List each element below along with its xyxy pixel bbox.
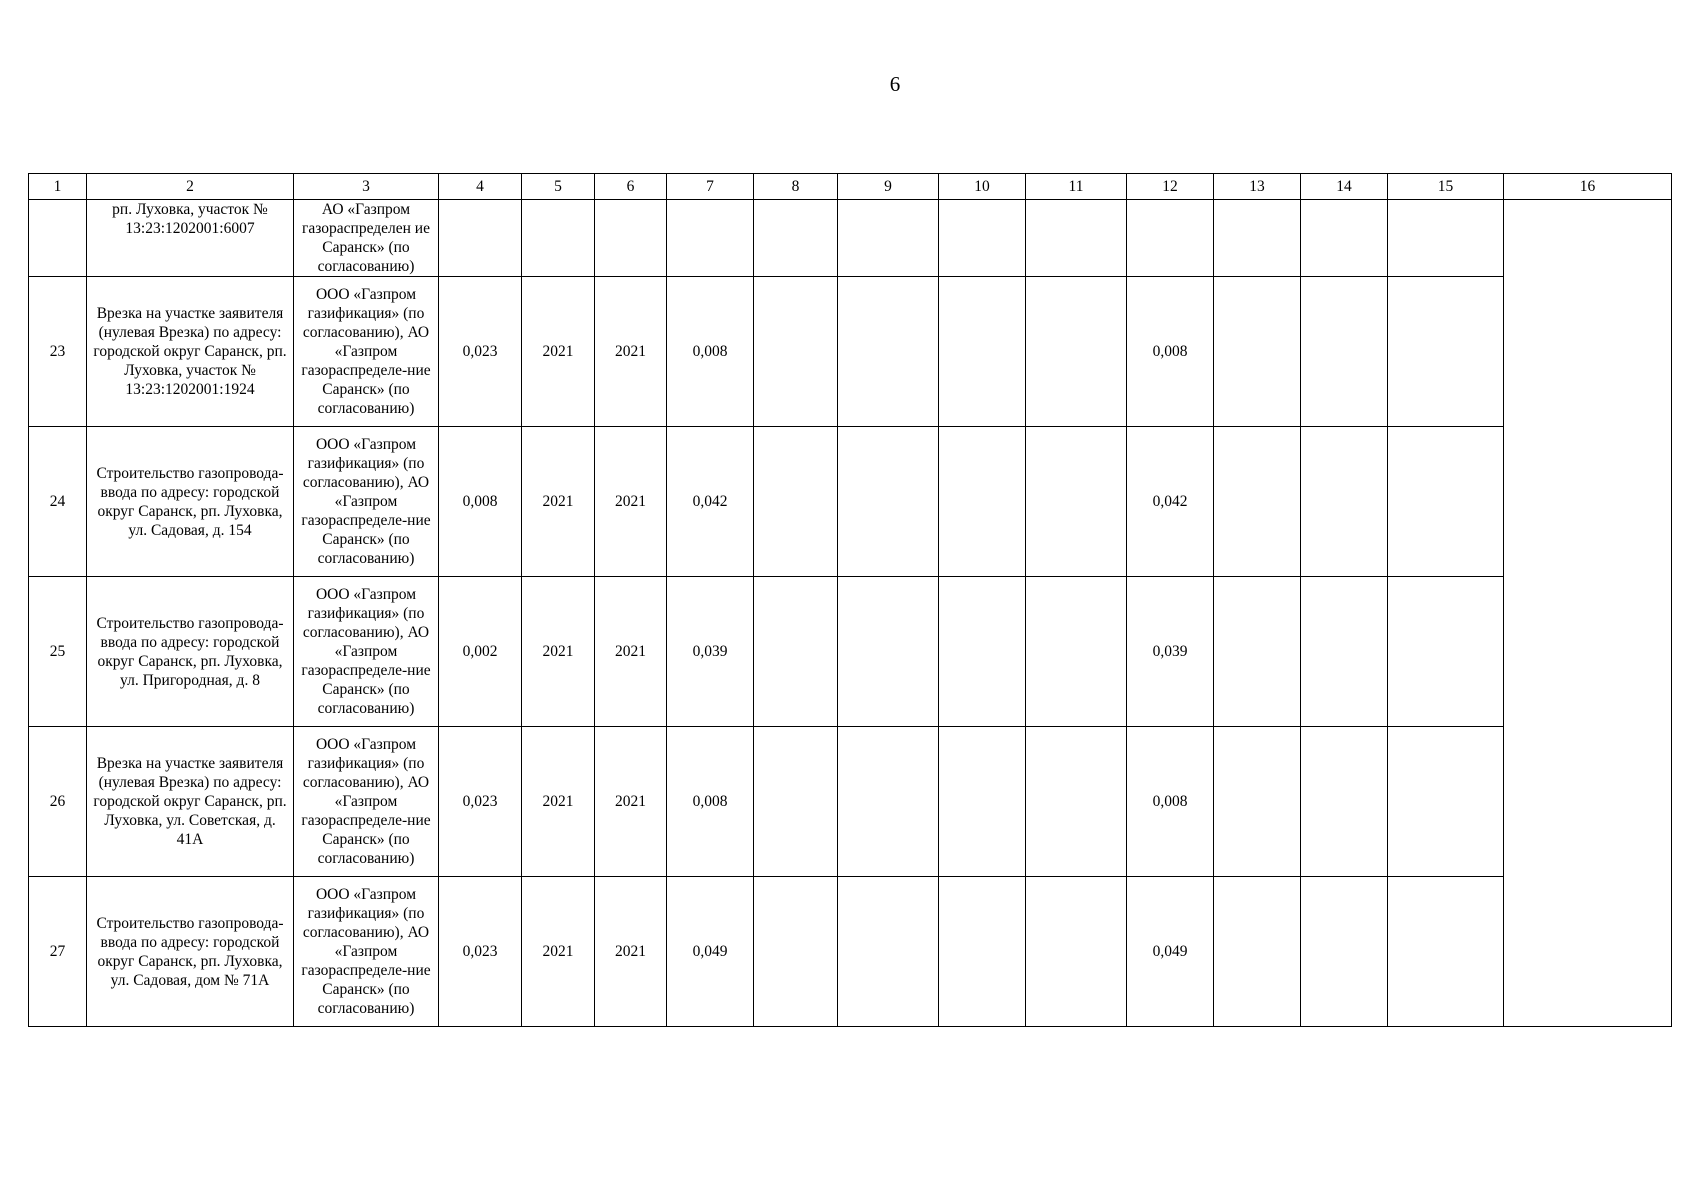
value-cell: 0,008 xyxy=(667,277,754,427)
empty-cell xyxy=(754,277,838,427)
executor-cell: ООО «Газпром газификация» (по согласованию), АО «Газпром газораспределе-ние Саранск» (по согласованию) xyxy=(294,877,439,1027)
empty-cell xyxy=(1026,877,1127,1027)
empty-cell xyxy=(754,727,838,877)
value-cell: 0,002 xyxy=(439,577,522,727)
empty-cell xyxy=(838,877,939,1027)
executor-cell: ООО «Газпром газификация» (по согласованию), АО «Газпром газораспределе-ние Саранск» (по согласованию) xyxy=(294,277,439,427)
column-16-merged-cell xyxy=(1504,200,1672,1027)
table-row xyxy=(29,277,1672,427)
column-header: 5 xyxy=(522,174,595,200)
executor-cell: АО «Газпром газораспределен ие Саранск» (по согласованию) xyxy=(294,200,439,277)
table-row xyxy=(29,200,1672,277)
value-cell: 0,023 xyxy=(439,727,522,877)
value-cell: 0,049 xyxy=(1127,877,1214,1027)
empty-cell xyxy=(1026,577,1127,727)
executor-cell: ООО «Газпром газификация» (по согласованию), АО «Газпром газораспределе-ние Саранск» (по согласованию) xyxy=(294,577,439,727)
investment-program-table xyxy=(28,173,1672,1027)
page-number: 6 xyxy=(889,72,901,96)
column-header: 9 xyxy=(838,174,939,200)
empty-cell xyxy=(1388,200,1504,277)
column-header: 4 xyxy=(439,174,522,200)
value-cell: 0,039 xyxy=(1127,577,1214,727)
empty-cell xyxy=(1127,200,1214,277)
description-cell: Врезка на участке заявителя (нулевая Врезка) по адресу: городской округ Саранск, рп. Луховка, ул. Советская, д. 41А xyxy=(87,727,294,877)
year-end-cell: 2021 xyxy=(595,277,667,427)
empty-cell xyxy=(1026,427,1127,577)
empty-cell xyxy=(1214,877,1301,1027)
row-number-cell: 23 xyxy=(29,277,87,427)
value-cell: 0,042 xyxy=(667,427,754,577)
column-header: 7 xyxy=(667,174,754,200)
empty-cell xyxy=(939,577,1026,727)
empty-cell xyxy=(754,427,838,577)
empty-cell xyxy=(1214,200,1301,277)
year-end-cell: 2021 xyxy=(595,727,667,877)
empty-cell xyxy=(1388,727,1504,877)
empty-cell xyxy=(939,427,1026,577)
value-cell: 0,008 xyxy=(1127,727,1214,877)
column-header: 10 xyxy=(939,174,1026,200)
row-number-cell: 25 xyxy=(29,577,87,727)
column-header: 11 xyxy=(1026,174,1127,200)
value-cell: 0,023 xyxy=(439,277,522,427)
empty-cell xyxy=(838,277,939,427)
value-cell: 0,023 xyxy=(439,877,522,1027)
empty-cell xyxy=(522,200,595,277)
description-cell: рп. Луховка, участок № 13:23:1202001:6007 xyxy=(87,200,294,277)
value-cell: 0,008 xyxy=(1127,277,1214,427)
value-cell: 0,039 xyxy=(667,577,754,727)
empty-cell xyxy=(1301,577,1388,727)
executor-cell: ООО «Газпром газификация» (по согласованию), АО «Газпром газораспределе-ние Саранск» (по согласованию) xyxy=(294,427,439,577)
description-cell: Строительство газопровода-ввода по адресу: городской округ Саранск, рп. Луховка, ул. Садовая, д. 154 xyxy=(87,427,294,577)
column-header: 6 xyxy=(595,174,667,200)
column-header: 3 xyxy=(294,174,439,200)
empty-cell xyxy=(754,877,838,1027)
row-number-cell: 24 xyxy=(29,427,87,577)
year-start-cell: 2021 xyxy=(522,727,595,877)
year-start-cell: 2021 xyxy=(522,277,595,427)
empty-cell xyxy=(1388,427,1504,577)
column-header: 12 xyxy=(1127,174,1214,200)
column-header: 8 xyxy=(754,174,838,200)
empty-cell xyxy=(1026,200,1127,277)
empty-cell xyxy=(939,727,1026,877)
column-header: 2 xyxy=(87,174,294,200)
empty-cell xyxy=(838,427,939,577)
empty-cell xyxy=(754,577,838,727)
empty-cell xyxy=(1301,877,1388,1027)
empty-cell xyxy=(939,877,1026,1027)
empty-cell xyxy=(754,200,838,277)
row-number-cell: 26 xyxy=(29,727,87,877)
column-header: 1 xyxy=(29,174,87,200)
empty-cell xyxy=(1214,427,1301,577)
empty-cell xyxy=(1026,277,1127,427)
executor-cell: ООО «Газпром газификация» (по согласованию), АО «Газпром газораспределе-ние Саранск» (по согласованию) xyxy=(294,727,439,877)
year-start-cell: 2021 xyxy=(522,427,595,577)
empty-cell xyxy=(1388,277,1504,427)
value-cell: 0,049 xyxy=(667,877,754,1027)
empty-cell xyxy=(595,200,667,277)
year-start-cell: 2021 xyxy=(522,877,595,1027)
value-cell: 0,042 xyxy=(1127,427,1214,577)
table-row xyxy=(29,427,1672,577)
empty-cell xyxy=(1026,727,1127,877)
column-header: 14 xyxy=(1301,174,1388,200)
year-start-cell: 2021 xyxy=(522,577,595,727)
table-row xyxy=(29,727,1672,877)
empty-cell xyxy=(838,200,939,277)
column-number-row xyxy=(29,174,1672,200)
value-cell: 0,008 xyxy=(667,727,754,877)
empty-cell xyxy=(939,200,1026,277)
year-end-cell: 2021 xyxy=(595,427,667,577)
column-header: 13 xyxy=(1214,174,1301,200)
row-number-cell xyxy=(29,200,87,277)
empty-cell xyxy=(1301,427,1388,577)
empty-cell xyxy=(1301,277,1388,427)
row-number-cell: 27 xyxy=(29,877,87,1027)
column-header: 16 xyxy=(1504,174,1672,200)
table-row xyxy=(29,577,1672,727)
description-cell: Строительство газопровода-ввода по адресу: городской округ Саранск, рп. Луховка, ул. Пригородная, д. 8 xyxy=(87,577,294,727)
empty-cell xyxy=(1214,727,1301,877)
table-row xyxy=(29,877,1672,1027)
value-cell: 0,008 xyxy=(439,427,522,577)
empty-cell xyxy=(667,200,754,277)
empty-cell xyxy=(1214,277,1301,427)
empty-cell xyxy=(838,727,939,877)
description-cell: Строительство газопровода-ввода по адресу: городской округ Саранск, рп. Луховка, ул. Садовая, дом № 71А xyxy=(87,877,294,1027)
year-end-cell: 2021 xyxy=(595,877,667,1027)
empty-cell xyxy=(838,577,939,727)
empty-cell xyxy=(1301,727,1388,877)
empty-cell xyxy=(1301,200,1388,277)
column-header: 15 xyxy=(1388,174,1504,200)
description-cell: Врезка на участке заявителя (нулевая Врезка) по адресу: городской округ Саранск, рп. Луховка, участок № 13:23:1202001:1924 xyxy=(87,277,294,427)
empty-cell xyxy=(439,200,522,277)
empty-cell xyxy=(1388,877,1504,1027)
empty-cell xyxy=(939,277,1026,427)
empty-cell xyxy=(1388,577,1504,727)
year-end-cell: 2021 xyxy=(595,577,667,727)
empty-cell xyxy=(1214,577,1301,727)
